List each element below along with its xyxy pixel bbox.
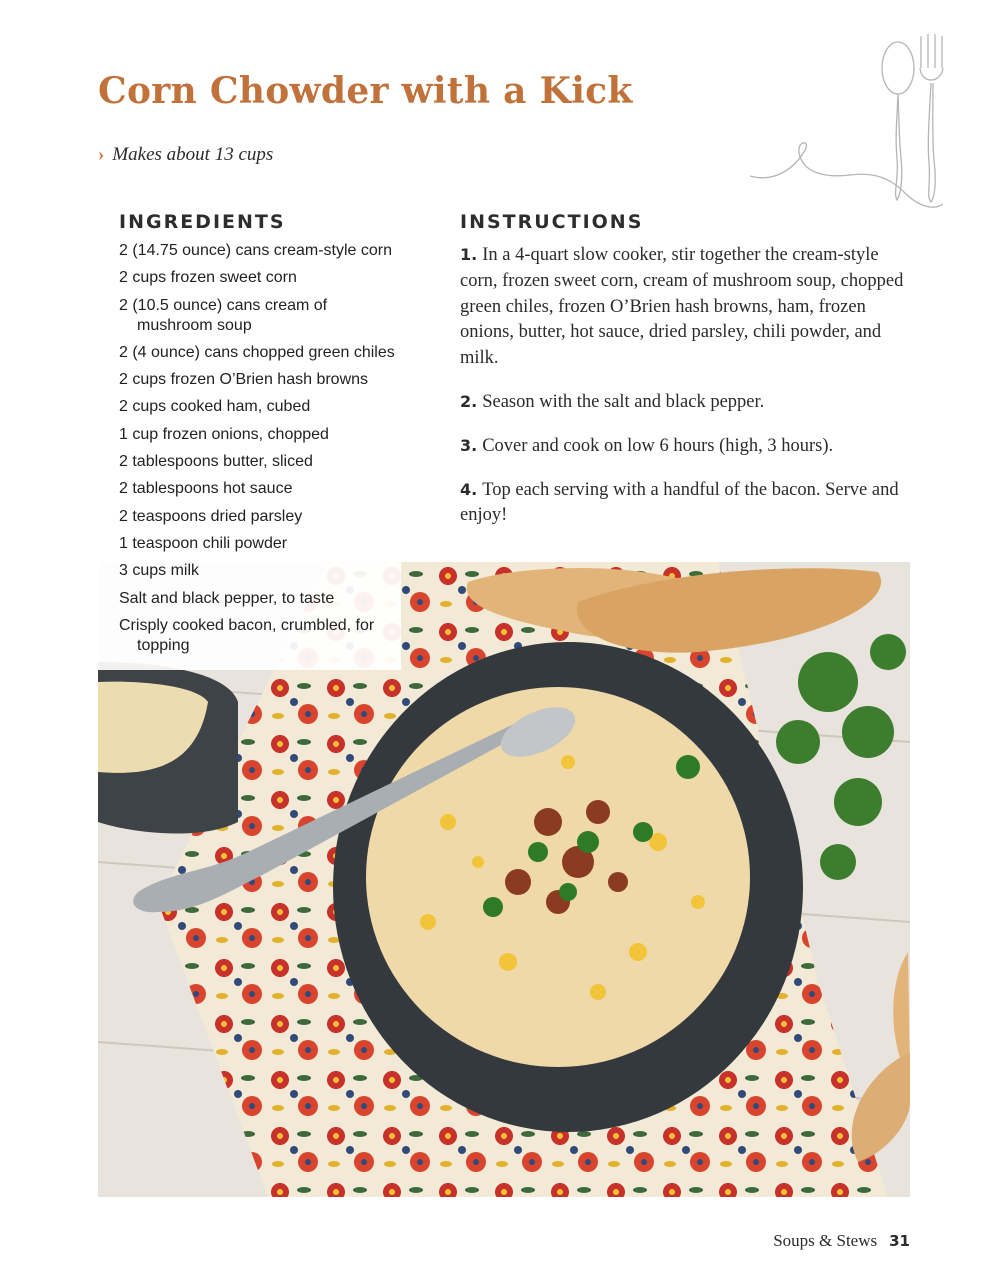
ingredient-item: 2 tablespoons butter, sliced	[119, 453, 313, 471]
page-footer	[773, 1231, 910, 1251]
ingredient-item: 1 cup frozen onions, chopped	[119, 425, 329, 443]
ingredient-item: 2 teaspoons dried parsley	[119, 507, 303, 525]
ingredient-item: 2 cups frozen sweet corn	[119, 269, 297, 287]
chevron-right-icon: ›	[98, 144, 105, 165]
spoon-and-fork-icon	[745, 28, 945, 218]
ingredient-item: 3 cups milk	[119, 562, 200, 580]
ingredient-item: 2 tablespoons hot sauce	[119, 480, 293, 498]
ingredient-item: 2 (14.75 ounce) cans cream-style corn	[119, 242, 393, 259]
step-text: Season with the salt and black pepper.	[482, 391, 765, 412]
ingredient-item: 1 teaspoon chili powder	[119, 534, 288, 552]
ingredient-item: Salt and black pepper, to taste	[119, 589, 335, 607]
instruction-step	[460, 477, 910, 530]
step-text: Top each serving with a handful of the bacon. Serve and enjoy!	[460, 479, 899, 526]
step-number: 1.	[460, 245, 478, 264]
step-text: In a 4-quart slow cooker, stir together the cream-style corn, frozen sweet corn, cream of mushroom soup, chopped green chiles, frozen O’Brien hash browns, ham, frozen onions, butter, hot sauce, dried parsley, chili powder, and milk.	[460, 245, 904, 369]
ingredient-item: 2 (4 ounce) cans chopped green chiles	[119, 343, 395, 361]
ingredient-item: 2 cups cooked ham, cubed	[119, 398, 311, 416]
ingredient-item: 2 cups frozen O’Brien hash browns	[119, 371, 369, 389]
instruction-step	[460, 389, 910, 416]
step-number: 2.	[460, 391, 478, 411]
section-name: Soups & Stews	[773, 1231, 878, 1250]
instruction-step	[460, 242, 910, 372]
yield-text: Makes about 13 cups	[112, 144, 274, 165]
page-number: 31	[889, 1232, 910, 1250]
instructions-heading: INSTRUCTIONS	[460, 211, 644, 233]
ingredients-list	[119, 241, 404, 663]
instruction-step	[460, 433, 910, 460]
ingredient-item: Crisply cooked bacon, crumbled, for topping	[119, 616, 375, 654]
instructions-list	[460, 242, 910, 546]
step-text: Cover and cook on low 6 hours (high, 3 hours).	[482, 435, 834, 456]
ingredient-item: 2 (10.5 ounce) cans cream of mushroom soup	[119, 296, 328, 334]
recipe-yield	[98, 144, 273, 166]
step-number: 4.	[460, 479, 478, 499]
recipe-title: Corn Chowder with a Kick	[98, 70, 633, 112]
ingredients-heading: INGREDIENTS	[119, 211, 286, 233]
step-number: 3.	[460, 435, 478, 455]
